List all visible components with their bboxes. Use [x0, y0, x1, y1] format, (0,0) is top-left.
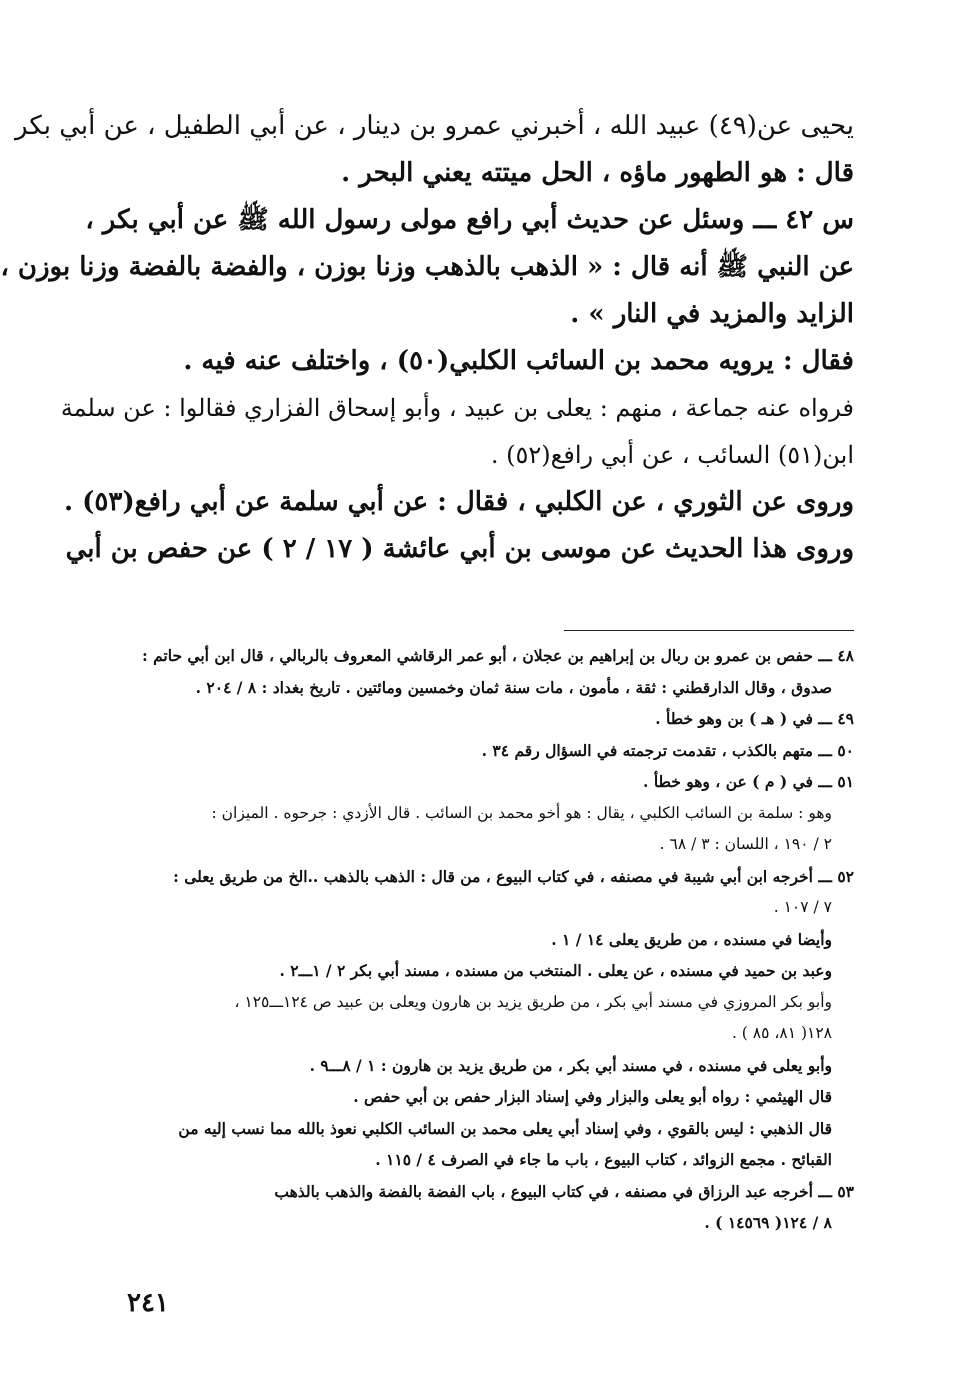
footnote-line: قال الهيثمي : رواه أبو يعلى والبزار وفي إسناد البزار حفص بن أبي حفص .	[353, 1087, 832, 1106]
footnote-line: القبائح . مجمع الزوائد ، كتاب البيوع ، باب ما جاء في الصرف ٤ / ١١٥ .	[375, 1150, 832, 1169]
footnotes-block	[109, 640, 854, 1239]
footnote-line: ٥٠ ـــ متهم بالكذب ، تقدمت ترجمته في السؤال رقم ٣٤ .	[481, 740, 854, 760]
main-line: وروى هذا الحديث عن موسى بن أبي عائشة ( ١٧ / ٢ ) عن حفص بن أبي	[65, 534, 854, 564]
footnote-line: ٨ / ١٢٤( ١٤٥٦٩ ) .	[704, 1213, 832, 1232]
footnote-line: ٤٨ ـــ حفص بن عمرو بن ربال بن إبراهيم بن عجلان ، أبو عمر الرقاشي المعروف بالربالي ، قال ابن أبي حاتم :	[141, 646, 854, 665]
footnote-line: ٢ / ١٩٠ ، اللسان : ٣ / ٦٨ .	[659, 835, 832, 853]
main-line: ابن(٥١) السائب ، عن أبي رافع(٥٢) .	[490, 441, 854, 469]
footnote-line: ٧ / ١٠٧ .	[773, 898, 832, 916]
footnote-line: وهو : سلمة بن السائب الكلبي ، يقال : هو أخو محمد بن السائب . قال الأزدي : جرحوه . الميزان :	[211, 803, 832, 822]
footnote-line: ٤٩ ـــ في ( هـ ) بن وهو خطأ .	[655, 709, 854, 728]
page-number: ٢٤١	[127, 1288, 169, 1318]
main-text-block	[0, 103, 854, 573]
footnote-line: ٥١ ـــ في ( م ) عن ، وهو خطأ .	[643, 772, 854, 791]
footnote-line: وأبو بكر المروزي في مسند أبي بكر ، من طريق يزيد بن هارون ويعلى بن عبيد ص ١٢٤ـــ١٢٥ ،	[234, 992, 832, 1011]
main-line: س ٤٢ ـــ وسئل عن حديث أبي رافع مولى رسول الله ﷺ عن أبي بكر ،	[85, 205, 854, 235]
main-line: الزايد والمزيد في النار » .	[570, 299, 854, 329]
main-line: فرواه عنه جماعة ، منهم : يعلى بن عبيد ، وأبو إسحاق الفزاري فقالوا : عن سلمة	[60, 394, 854, 422]
footnote-line: صدوق ، وقال الدارقطني : ثقة ، مأمون ، مات سنة ثمان وخمسين ومائتين . تاريخ بغداد : ٨ / ٢٠٤ .	[195, 677, 832, 697]
footnote-line: قال الذهبي : ليس بالقوي ، وفي إسناد أبي يعلى محمد بن السائب الكلبي نعوذ بالله مما نسب إليه من	[178, 1118, 832, 1138]
footnote-line: وأيضا في مسنده ، من طريق يعلى ١٤ / ١ .	[551, 929, 832, 949]
footnote-line: وعبد بن حميد في مسنده ، عن يعلى . المنتخب من مسنده ، مسند أبي بكر ٢ / ١ـــ٢ .	[279, 961, 832, 980]
main-line: عن النبي ﷺ أنه قال : « الذهب بالذهب وزنا بوزن ، والفضة بالفضة وزنا بوزن ،	[0, 252, 854, 282]
footnote-line: وأبو يعلى في مسنده ، في مسند أبي بكر ، من طريق يزيد بن هارون : ١ / ٨ـــ٩ .	[309, 1055, 832, 1075]
footnote-line: ٥٣ ـــ أخرجه عبد الرزاق في مصنفه ، في كتاب البيوع ، باب الفضة بالفضة والذهب بالذهب	[274, 1181, 854, 1201]
main-line: فقال : يرويه محمد بن السائب الكلبي(٥٠) ، واختلف عنه فيه .	[183, 346, 854, 376]
footnote-separator	[564, 630, 854, 631]
main-line: وروى عن الثوري ، عن الكلبي ، فقال : عن أبي سلمة عن أبي رافع(٥٣) .	[63, 487, 854, 517]
footnote-line: ١٢٨( ٨١، ٨٥ ) .	[731, 1024, 832, 1042]
main-line: يحيى عن(٤٩) عبيد الله ، أخبرني عمرو بن دينار ، عن أبي الطفيل ، عن أبي بكر	[14, 111, 854, 141]
footnote-line: ٥٢ ـــ أخرجه ابن أبي شيبة في مصنفه ، في كتاب البيوع ، من قال : الذهب بالذهب ..الخ من طريق يعلى :	[173, 866, 854, 886]
main-line: قال : هو الطهور ماؤه ، الحل ميتته يعني البحر .	[341, 158, 854, 188]
